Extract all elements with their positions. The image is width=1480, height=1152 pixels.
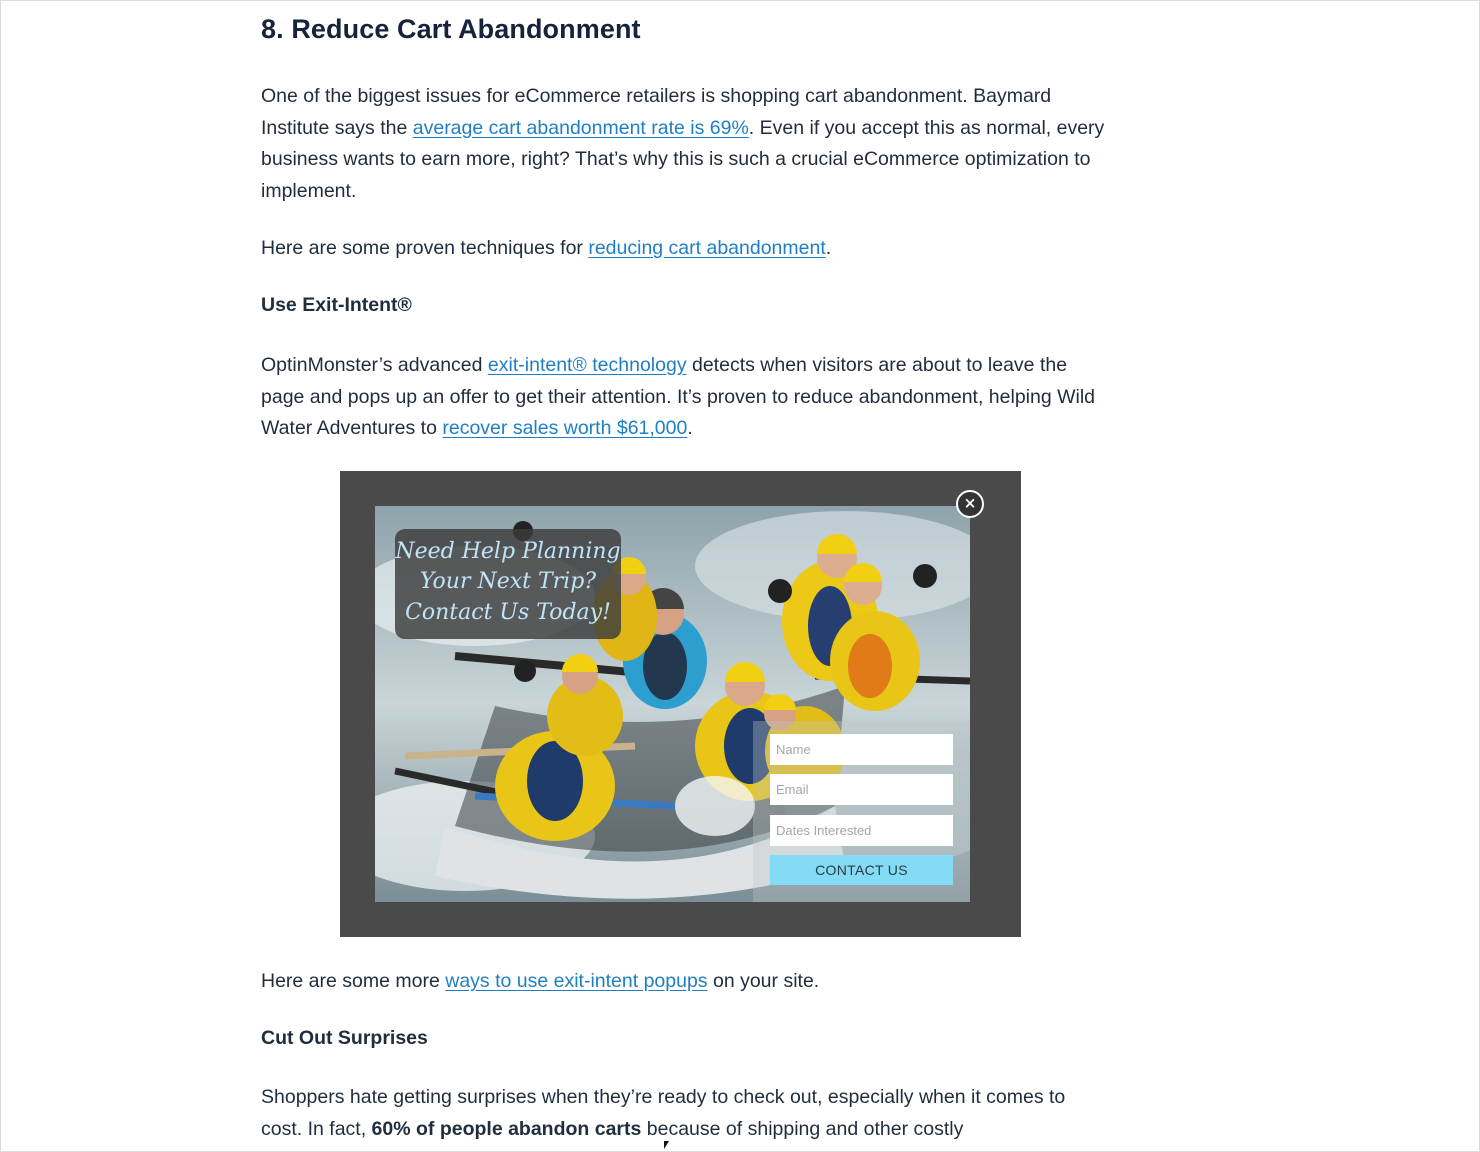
headline-line-1: Need Help Planning	[395, 539, 621, 564]
glove-shape	[913, 564, 937, 588]
exit-intent-popup-example	[340, 471, 1021, 937]
headline-line-3: Contact Us Today!	[405, 600, 611, 625]
paragraph-text: Shoppers hate getting surprises when they’re ready to check out, especially when it comes to cost. In fact,	[261, 1086, 1066, 1140]
splash-shape	[675, 776, 755, 836]
glove-shape	[768, 579, 792, 603]
paragraph-more-ways	[261, 966, 1111, 998]
close-icon[interactable]: ×	[956, 490, 984, 518]
subheading-cut-out-surprises: Cut Out Surprises	[261, 1027, 428, 1049]
contact-us-button[interactable]: CONTACT US	[770, 855, 953, 885]
paragraph-text: Here are some more	[261, 970, 446, 992]
section-title: 8. Reduce Cart Abandonment	[261, 14, 641, 44]
headline-line-2: Your Next Trip?	[419, 569, 597, 594]
glove-shape	[514, 660, 536, 682]
name-input[interactable]	[770, 734, 953, 765]
link-exit-intent-technology[interactable]: exit-intent® technology	[487, 354, 687, 376]
paragraph-proven-techniques	[261, 233, 1111, 265]
mouse-cursor-icon	[664, 1141, 669, 1149]
paragraph-exit-intent	[261, 350, 1111, 445]
dates-interested-input[interactable]	[770, 815, 953, 846]
paragraph-surprises	[261, 1082, 1111, 1145]
rafting-photo	[375, 506, 970, 902]
link-exit-intent-popups[interactable]: ways to use exit-intent popups	[445, 970, 708, 992]
headline-box	[395, 529, 621, 639]
paragraph-text: .	[687, 417, 693, 439]
paragraph-text: .	[825, 237, 832, 259]
paragraph-text: OptinMonster’s advanced	[261, 354, 488, 376]
paragraph-text: because of shipping and other costly	[641, 1117, 964, 1140]
paragraph-text: on your site.	[707, 970, 820, 992]
bold-statistic: 60% of people abandon carts	[371, 1117, 642, 1140]
paragraph-text: Here are some proven techniques for	[261, 237, 589, 259]
email-input[interactable]	[770, 774, 953, 805]
link-average-abandonment-rate[interactable]: average cart abandonment rate is 69%	[412, 116, 749, 139]
paragraph-text: One of the biggest issues for eCommerce retailers is shopping cart abandonment. Baymard Institute says the	[261, 85, 1052, 139]
link-reducing-cart-abandonment[interactable]: reducing cart abandonment	[588, 237, 826, 259]
paragraph-text: . Even if you accept this as normal, every business wants to earn more, right? That’s why this is such a crucial eCommerce optimization to implement.	[261, 116, 1105, 202]
paragraph-text: detects when visitors are about to leave the page and pops up an offer to get their attention. It’s proven to reduce abandonment, helping Wild Water Adventures to	[261, 354, 1096, 439]
link-recover-sales[interactable]: recover sales worth $61,000	[442, 417, 688, 439]
paragraph-cart-abandonment-intro	[261, 81, 1111, 207]
subheading-exit-intent: Use Exit-Intent®	[261, 294, 412, 316]
